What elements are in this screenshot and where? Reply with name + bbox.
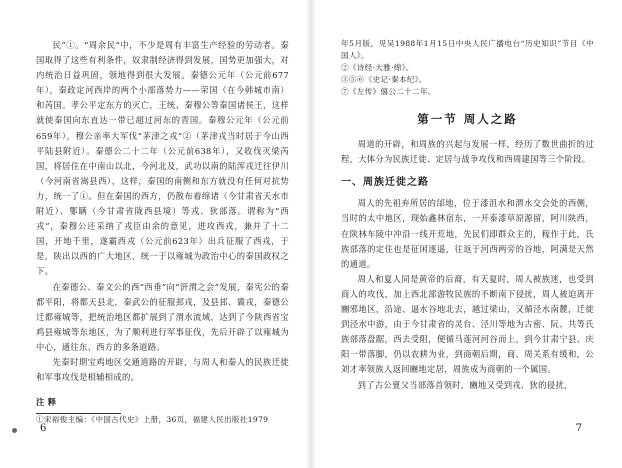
left-paragraph-2: 在秦德公、秦文公的西“西垂”向“汧渭之会”发展，秦宪公的秦都平阳，将都天县北，秦武公的征服邽戎，及县邽、冀戎，秦德公迁都雍城等，把统治地区都扩展到了渭水流域，达到了今陕西省宝鸡县雍城等东地区，为了顺利进行军事征伐，先后开辟了以雍城为中心，通往东、西方的多条道路。 bbox=[36, 281, 289, 352]
footnote-cont-2: ②《诗经·大雅·绵》。 bbox=[341, 63, 414, 72]
footnote-cont-3: ③⑤⑥《史记·秦本纪》。 bbox=[341, 75, 427, 84]
right-paragraph-1: 周人的先祖弃所居的邰地，位于漆沮水和渭水交会处的西侧，当时的太中地区，现始鑫林宿东，一开泰漆草原源留，阿川陕西，在陕林车陵中冲沿一线开荒地，先民们即群众主的，稼作于此，氏族部落的定住也是征闲逐遥，往返于河西两旁的谷地，阿满是天然的通道。 bbox=[341, 198, 594, 269]
footnote-heading: 注 释 bbox=[36, 397, 57, 408]
left-text-column bbox=[36, 38, 289, 426]
right-page bbox=[311, 0, 622, 468]
right-text-column bbox=[341, 38, 594, 393]
left-paragraph-1: 民”①。“周余民”中，不少是周有丰富生产经验的劳动者。秦国取得了这些有利条件，奴隶制经济得到发展，国势更加强大，对内统治日益巩固，领地得到很大发展。秦德公元年（公元前677年），秦政定河西岸的两个小部落势力——荣国（在今韩城市南）和芮国。孝公平定东方的灭亡，王统、秦穆公等秦国诸侯王，这样就使秦国向东直达一带已超过河东的晋国。秦穆公元年（公元前659年），穆公亲率大军伐“茅津之戎”②（茅津戎当时居于今山西平陆县附近）。秦德公二十二年（公元前638年），又收伐灭梁芮国，将居住在中南山以北，今河北及，武功以南的陆浑戎迁往伊川（今河南省嵩县西），这样，秦国的南侧和东方就没有任何对抗势力，统一了①。但在秦国的西方，仍散布着绵诸（今甘肃省天水市附近）、鄋瞒（今甘肃省陇西县境）等戎、狄部落。谓称为“西戎”，秦穆公还采纳了戎臣由余的意见，进攻西戎，兼并了十二国，开地千里，遂霸西戎（公元前623年）出兵征服了西戎，于是，陕出以西的广大地区，统一于以雍城为政治中心的秦国政权之下。 bbox=[36, 40, 289, 277]
right-paragraph-3: 到了古公亶父当部落首领时，豳地又受到戎、狄的侵扰， bbox=[357, 379, 573, 390]
footnote-1: ①宋裕俊主编：《中国古代史》上册，36页，福建人民出版社1979 bbox=[36, 415, 269, 425]
left-page-number: 6 bbox=[40, 423, 47, 434]
footnote-cont-4: ⑦《左传》僖公二十二年。 bbox=[341, 87, 436, 96]
right-paragraph-2: 周人和夏人同是黄帝的后裔，有天夏时，周人被族迷，也受到商人的攻伐，加上西北部游牧民族的不断南下侵扰，周人被迫离开豳邪地区，沿途、逼水谷地北去，越过梁山，又循泾水南麓，迁徙到泾水中游，由于今甘肃省的灵台、泾川等地为古密、阮、共等氏族部落盘踞，西去受阻，便循马莲河河谷而上，到今甘肃宁县、庆阳一带落脚，仍以农耕为业，到商朝后期，商、周关系有缓和，公刘才率领族人返回豳地定居，周族成为商朝的一个属国。 bbox=[341, 273, 594, 375]
right-page-number: 7 bbox=[575, 423, 582, 434]
left-paragraph-3: 先秦时期宝鸡地区交通道路的开辟，与周人和秦人的民族迁徙和军事攻伐是相辅相成的。 bbox=[36, 356, 289, 383]
footnote-cont-1: 年5月版，见吴1988年1月15日中央人民广播电台“历史知识”节目《中国人》。 bbox=[341, 39, 594, 60]
scan-speck bbox=[12, 428, 17, 433]
section-intro: 周道的开辟，和周族的兴起与发展一样，经历了数世曲折的过程，大体分为民族迁徙、定居与战争攻伐和西周建国等三个阶段。 bbox=[341, 139, 594, 165]
subsection-heading: 一、周族迁徙之路 bbox=[341, 177, 429, 189]
section-title: 第一节 周人之路 bbox=[417, 112, 518, 126]
